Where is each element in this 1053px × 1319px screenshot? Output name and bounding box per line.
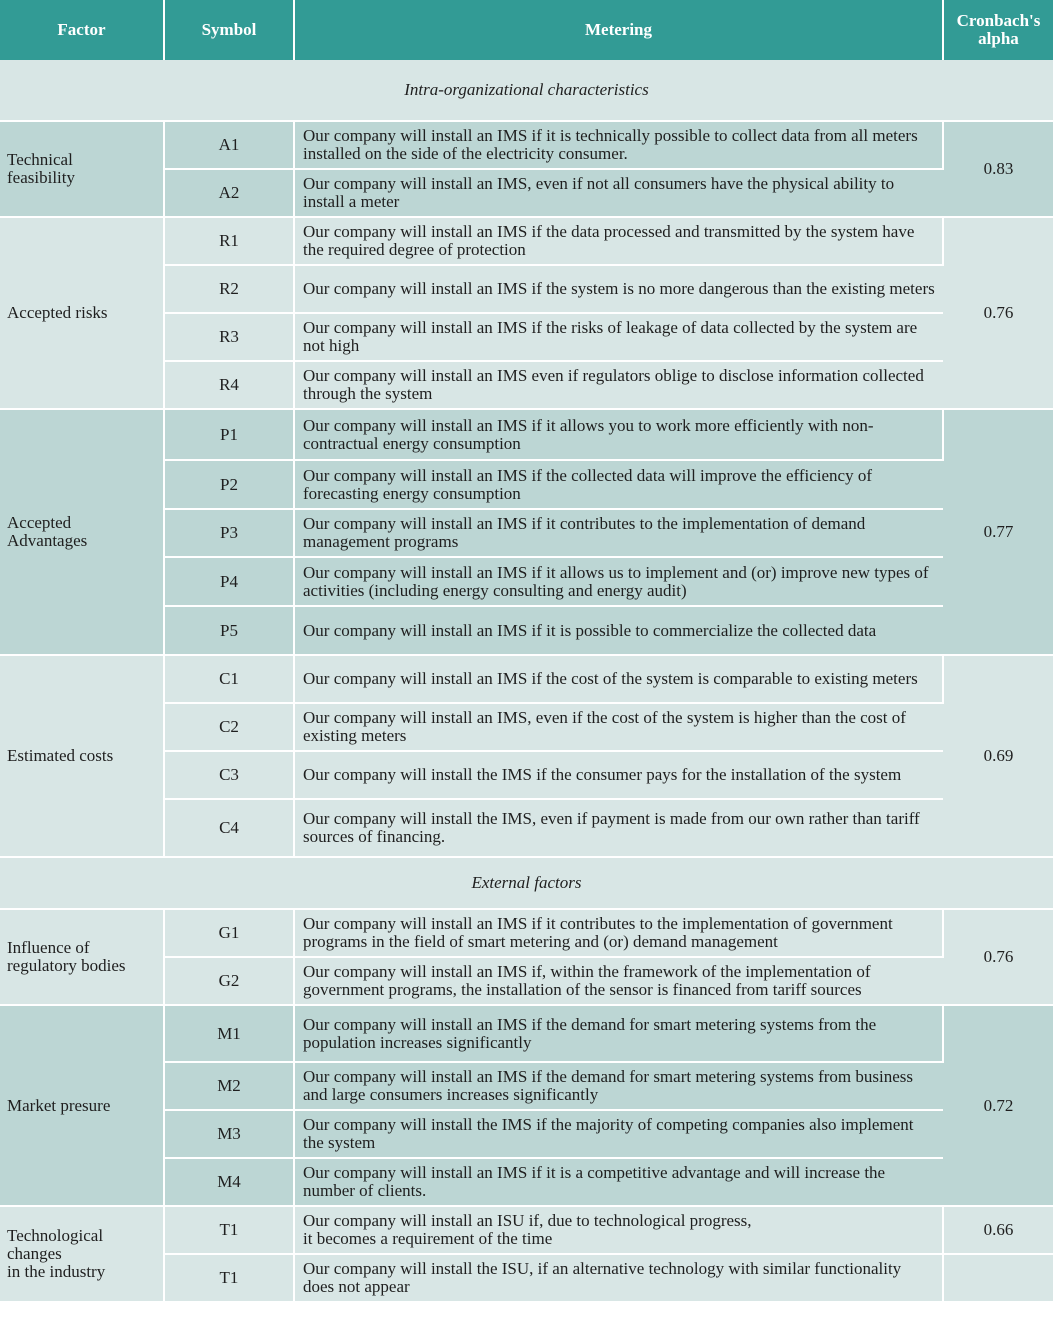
metering-cell: Our company will install an IMS if it is a competitive advantage and will increase the number of clients. bbox=[294, 1158, 943, 1206]
symbol-cell: R2 bbox=[164, 265, 294, 313]
symbol-cell: T1 bbox=[164, 1206, 294, 1254]
alpha-value: 0.77 bbox=[943, 409, 1053, 655]
metering-cell: Our company will install an IMS if it contributes to the implementation of government programs in the field of smart metering and (or) demand management bbox=[294, 909, 943, 957]
symbol-cell: P2 bbox=[164, 460, 294, 509]
factor-label: Influence of regulatory bodies bbox=[0, 909, 164, 1005]
symbol-cell: M2 bbox=[164, 1062, 294, 1110]
metering-cell: Our company will install an IMS if the cost of the system is comparable to existing meters bbox=[294, 655, 943, 703]
table-row bbox=[0, 655, 1053, 703]
metering-cell: Our company will install an IMS if it is technically possible to collect data from all meters installed on the side of the electricity consumer. bbox=[294, 121, 943, 169]
metering-cell: Our company will install the ISU, if an alternative technology with similar functionality does not appear bbox=[294, 1254, 943, 1302]
symbol-cell: C2 bbox=[164, 703, 294, 751]
symbol-cell: M3 bbox=[164, 1110, 294, 1158]
metering-cell: Our company will install an IMS if the demand for smart metering systems from business and large consumers increases significantly bbox=[294, 1062, 943, 1110]
metering-cell: Our company will install an IMS if the system is no more dangerous than the existing meters bbox=[294, 265, 943, 313]
symbol-cell: R1 bbox=[164, 217, 294, 265]
symbol-cell: A2 bbox=[164, 169, 294, 217]
alpha-value: 0.76 bbox=[943, 909, 1053, 1005]
table-row bbox=[0, 909, 1053, 957]
factor-label: Technological changes in the industry bbox=[0, 1206, 164, 1302]
metering-cell: Our company will install the IMS, even if payment is made from our own rather than tariff sources of financing. bbox=[294, 799, 943, 857]
alpha-value: 0.76 bbox=[943, 217, 1053, 409]
metering-cell: Our company will install an IMS if it allows you to work more efficiently with non-contractual energy consumption bbox=[294, 409, 943, 460]
symbol-cell: M4 bbox=[164, 1158, 294, 1206]
metering-cell: Our company will install the IMS if the majority of competing companies also implement the system bbox=[294, 1110, 943, 1158]
symbol-cell: G2 bbox=[164, 957, 294, 1005]
symbol-cell: C4 bbox=[164, 799, 294, 857]
symbol-cell: M1 bbox=[164, 1005, 294, 1062]
metering-cell: Our company will install an IMS if the risks of leakage of data collected by the system are not high bbox=[294, 313, 943, 361]
section-row bbox=[0, 857, 1053, 909]
metering-cell: Our company will install an IMS if, within the framework of the implementation of government programs, the installation of the sensor is financed from tariff sources bbox=[294, 957, 943, 1005]
symbol-cell: P4 bbox=[164, 557, 294, 606]
metering-cell: Our company will install an IMS if it allows us to implement and (or) improve new types of activities (including energy consulting and energy audit) bbox=[294, 557, 943, 606]
symbol-cell: C3 bbox=[164, 751, 294, 799]
metering-cell: Our company will install the IMS if the consumer pays for the installation of the system bbox=[294, 751, 943, 799]
symbol-cell: P5 bbox=[164, 606, 294, 655]
section-title: External factors bbox=[0, 857, 1053, 909]
table-row bbox=[0, 217, 1053, 265]
section-title: Intra-organizational characteristics bbox=[0, 60, 1053, 121]
header-factor: Factor bbox=[0, 0, 164, 60]
symbol-cell: R3 bbox=[164, 313, 294, 361]
table-row bbox=[0, 1206, 1053, 1254]
symbol-cell: R4 bbox=[164, 361, 294, 409]
factor-label: Technical feasibility bbox=[0, 121, 164, 217]
header-symbol: Symbol bbox=[164, 0, 294, 60]
table-row bbox=[0, 409, 1053, 460]
metering-cell: Our company will install an IMS if it is possible to commercialize the collected data bbox=[294, 606, 943, 655]
factor-label: Accepted risks bbox=[0, 217, 164, 409]
header-metering: Metering bbox=[294, 0, 943, 60]
factor-label: Accepted Advantages bbox=[0, 409, 164, 655]
factor-label: Market presure bbox=[0, 1005, 164, 1206]
symbol-cell: A1 bbox=[164, 121, 294, 169]
alpha-value: 0.66 bbox=[943, 1206, 1053, 1254]
alpha-value: 0.72 bbox=[943, 1005, 1053, 1206]
table-row bbox=[0, 1005, 1053, 1062]
metering-cell: Our company will install an IMS, even if the cost of the system is higher than the cost of existing meters bbox=[294, 703, 943, 751]
table-row bbox=[0, 121, 1053, 169]
factor-label: Estimated costs bbox=[0, 655, 164, 857]
symbol-cell: P3 bbox=[164, 509, 294, 557]
metering-cell: Our company will install an IMS if the demand for smart metering systems from the population increases significantly bbox=[294, 1005, 943, 1062]
metering-cell: Our company will install an IMS, even if not all consumers have the physical ability to install a meter bbox=[294, 169, 943, 217]
symbol-cell: P1 bbox=[164, 409, 294, 460]
symbol-cell: T1 bbox=[164, 1254, 294, 1302]
alpha-empty-cell bbox=[943, 1254, 1053, 1302]
metering-cell: Our company will install an IMS even if regulators oblige to disclose information collected through the system bbox=[294, 361, 943, 409]
symbol-cell: G1 bbox=[164, 909, 294, 957]
header-row bbox=[0, 0, 1053, 60]
section-row bbox=[0, 60, 1053, 121]
metering-cell: Our company will install an IMS if it contributes to the implementation of demand management programs bbox=[294, 509, 943, 557]
alpha-value: 0.83 bbox=[943, 121, 1053, 217]
header-alpha: Cronbach's alpha bbox=[943, 0, 1053, 60]
alpha-value: 0.69 bbox=[943, 655, 1053, 857]
metering-cell: Our company will install an IMS if the collected data will improve the efficiency of forecasting energy consumption bbox=[294, 460, 943, 509]
metering-cell: Our company will install an IMS if the data processed and transmitted by the system have the required degree of protection bbox=[294, 217, 943, 265]
metering-cell: Our company will install an ISU if, due to technological progress, it becomes a requirement of the time bbox=[294, 1206, 943, 1254]
symbol-cell: C1 bbox=[164, 655, 294, 703]
